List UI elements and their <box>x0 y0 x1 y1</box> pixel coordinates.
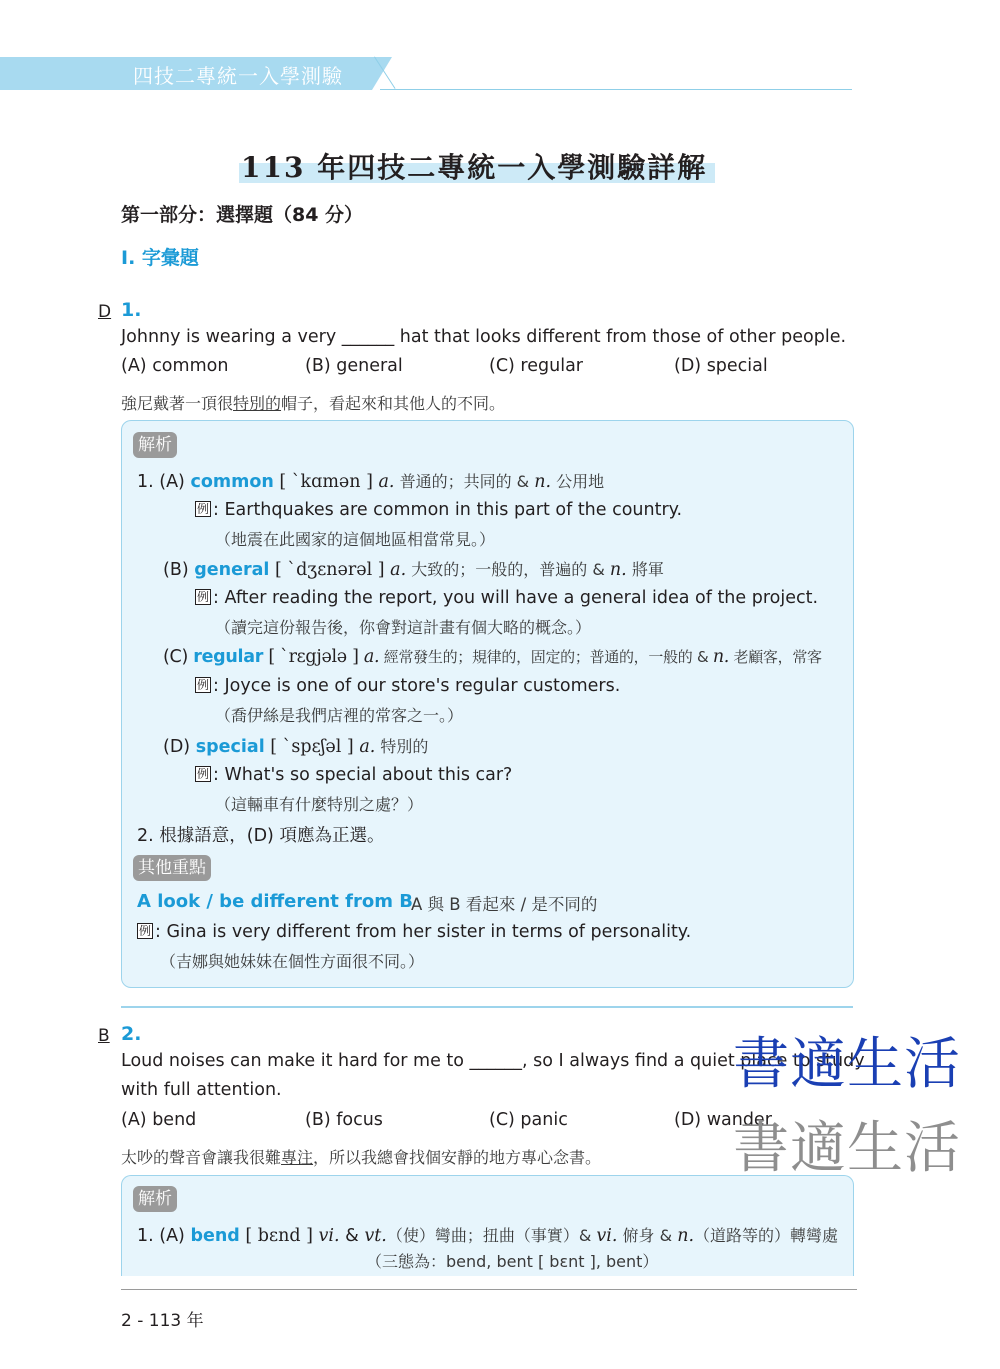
q1-phrase: A look / be different from B <box>137 891 413 912</box>
header-band-tail <box>372 57 392 90</box>
q1-item-c: (C) regular [ ˋrɛgjələ ] a. 經常發生的；規律的，固定的；普通的，一般的 & n. 老顧客，常客 <box>163 647 822 667</box>
q1-translation: 強尼戴著一頂很特別的帽子，看起來和其他人的不同。 <box>121 394 506 413</box>
document-title: 113 年四技二專統一入學測驗詳解 <box>241 151 708 184</box>
q1-item-a: 1. (A) common [ ˋkɑmən ] a. 普通的；共同的 & n. 公用地 <box>137 472 605 492</box>
q1-phrase-example: 例 : Gina is very different from her sister in terms of personality. <box>139 922 692 942</box>
q1-item-b-example-zh: （讀完這份報告後，你會對這計畫有個大略的概念。） <box>215 618 592 637</box>
q1-item-d-example: 例 : What's so special about this car? <box>197 765 513 785</box>
q1-option-b: (B) general <box>305 356 403 376</box>
header-title: 四技二專統一入學測驗 <box>133 64 343 88</box>
question-divider <box>121 1006 853 1008</box>
q1-item-c-example: 例 : Joyce is one of our store's regular customers. <box>197 676 621 696</box>
q2-number: 2. <box>121 1023 142 1045</box>
q2-item-a-forms: （三態為：bend, bent [ bɛnt ], bent） <box>366 1252 659 1271</box>
q1-option-d: (D) special <box>674 356 768 376</box>
watermark-gray: 書適生活 <box>733 1116 961 1181</box>
page-number: 2 - 113 年 <box>121 1311 204 1331</box>
q1-item-d-example-zh: （這輛車有什麼特別之處？） <box>215 795 424 814</box>
q2-stem-line1: Loud noises can make it hard for me to ______, so I always find a quiet place to study <box>121 1051 865 1071</box>
q1-item-a-example: 例 : Earthquakes are common in this part of the country. <box>197 500 683 520</box>
q1-item-d: (D) special [ ˋspɛʃəl ] a. 特別的 <box>163 737 429 757</box>
q2-option-c: (C) panic <box>489 1110 568 1130</box>
q2-item-a: 1. (A) bend [ bɛnd ] vi. & vt.（使）彎曲；扭曲（事實）& vi. 俯身 & n.（道路等的）轉彎處 <box>137 1226 839 1246</box>
q1-item-a-example-zh: （地震在此國家的這個地區相當常見。） <box>215 530 496 549</box>
q1-item-b: (B) general [ ˋdʒɛnərəl ] a. 大致的；一般的，普遍的 & n. 將軍 <box>163 560 664 580</box>
q2-translation: 太吵的聲音會讓我很難專注，所以我總會找個安靜的地方專心念書。 <box>121 1148 602 1167</box>
footer-rule <box>121 1289 857 1290</box>
q2-option-b: (B) focus <box>305 1110 383 1130</box>
q1-option-a: (A) common <box>121 356 229 376</box>
q1-conclusion: 2. 根據語意，(D) 項應為正選。 <box>137 826 385 846</box>
q1-number: 1. <box>121 299 142 321</box>
q1-stem: Johnny is wearing a very ______ hat that looks different from those of other people. <box>121 327 847 347</box>
q2-stem-line2: with full attention. <box>121 1080 282 1100</box>
watermark-blue: 書適生活 <box>733 1032 961 1097</box>
q2-analysis-badge: 解析 <box>133 1186 177 1212</box>
section-title: I. 字彙題 <box>121 247 199 269</box>
q1-item-c-example-zh: （喬伊絲是我們店裡的常客之一。） <box>215 706 464 725</box>
q1-phrase-def: A 與 B 看起來 / 是不同的 <box>411 895 598 914</box>
q2-answer: B <box>98 1026 110 1046</box>
q1-item-b-example: 例 : After reading the report, you will have a general idea of the project. <box>197 588 819 608</box>
q1-answer: D <box>98 302 112 322</box>
part-title: 第一部分：選擇題（84 分） <box>121 204 364 226</box>
q2-option-d: (D) wander <box>674 1110 772 1130</box>
q1-phrase-example-zh: （吉娜與她妹妹在個性方面很不同。） <box>160 952 425 971</box>
q1-analysis-badge: 解析 <box>133 432 177 458</box>
q1-other-badge: 其他重點 <box>133 855 211 881</box>
header-rule <box>380 89 852 90</box>
q2-option-a: (A) bend <box>121 1110 197 1130</box>
q1-option-c: (C) regular <box>489 356 583 376</box>
